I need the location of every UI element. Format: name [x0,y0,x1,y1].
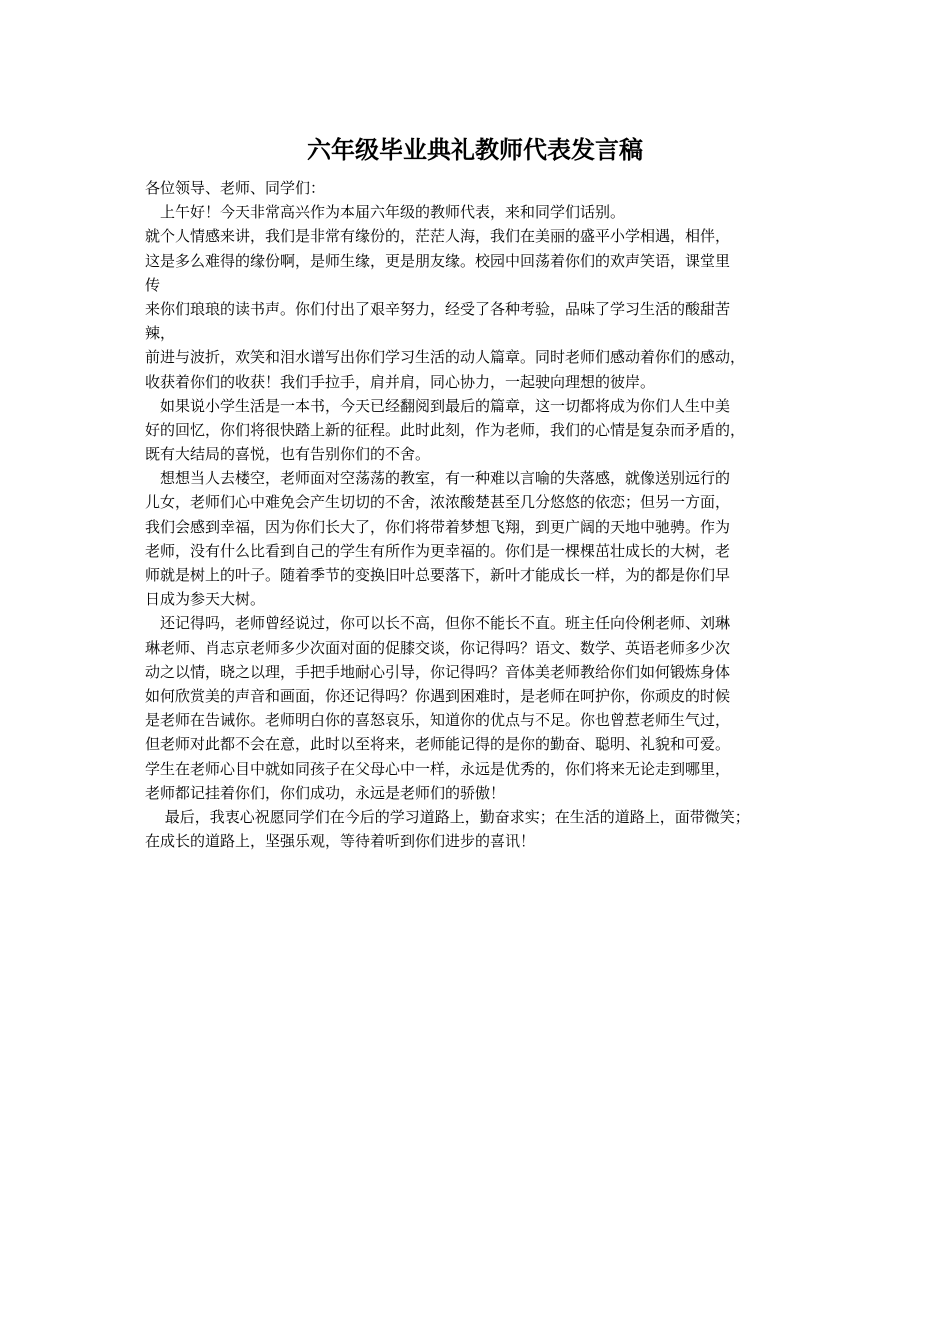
body-line: 是老师在告诫你。老师明白你的喜怒哀乐，知道你的优点与不足。你也曾惹老师生气过， [145,711,731,730]
document-title: 六年级毕业典礼教师代表发言稿 [307,136,643,164]
body-line: 最后，我衷心祝愿同学们在今后的学习道路上，勤奋求实；在生活的道路上，面带微笑； [145,807,750,826]
body-line: 各位领导、老师、同学们： [145,179,326,197]
body-line: 既有大结局的喜悦，也有告别你们的不舍。 [145,445,431,464]
body-line: 如何欣赏美的声音和画面，你还记得吗？你遇到困难时，是老师在呵护你，你顽皮的时候 [145,686,731,705]
body-line: 这是多么难得的缘份啊，是师生缘，更是朋友缘。校园中回荡着你们的欢声笑语，课堂里 [145,251,731,270]
body-line: 还记得吗，老师曾经说过，你可以长不高，但你不能长不直。班主任向伶俐老师、刘琳 [145,614,731,633]
body-line: 儿女，老师们心中难免会产生切切的不舍，浓浓酸楚甚至几分悠悠的依恋；但另一方面， [145,493,731,512]
body-line: 好的回忆，你们将很快踏上新的征程。此时此刻，作为老师，我们的心情是复杂而矛盾的， [145,420,746,439]
body-line: 老师，没有什么比看到自己的学生有所作为更幸福的。你们是一棵棵茁壮成长的大树，老 [145,541,731,560]
body-line: 琳老师、肖志京老师多少次面对面的促膝交谈，你记得吗？语文、数学、英语老师多少次 [145,638,731,657]
document-body [145,176,845,853]
body-line: 收获着你们的收获！我们手拉手，肩并肩，同心协力，一起驶向理想的彼岸。 [145,372,656,391]
body-line: 传 [145,275,161,294]
body-line: 来你们琅琅的读书声。你们付出了艰辛努力，经受了各种考验，品味了学习生活的酸甜苦 [145,299,731,318]
body-line: 老师都记挂着你们，你们成功，永远是老师们的骄傲！ [145,783,506,802]
body-line: 就个人情感来讲，我们是非常有缘份的，茫茫人海，我们在美丽的盛平小学相遇，相伴， [145,227,731,246]
body-line: 学生在老师心目中就如同孩子在父母心中一样，永远是优秀的，你们将来无论走到哪里， [145,759,731,778]
body-line: 日成为参天大树。 [145,590,266,609]
body-line: 师就是树上的叶子。随着季节的变换旧叶总要落下，新叶才能成长一样，为的都是你们早 [145,566,731,584]
body-line: 上午好！今天非常高兴作为本届六年级的教师代表，来和同学们话别。 [145,203,626,222]
body-line: 前进与波折，欢笑和泪水谱写出你们学习生活的动人篇章。同时老师们感动着你们的感动， [145,348,746,367]
body-line: 在成长的道路上，坚强乐观，等待着听到你们进步的喜讯！ [145,832,536,851]
body-line: 我们会感到幸福，因为你们长大了，你们将带着梦想飞翔，到更广阔的天地中驰骋。作为 [145,517,731,536]
body-line: 辣， [145,324,176,343]
body-line: 想想当人去楼空，老师面对空荡荡的教室，有一种难以言喻的失落感，就像送别远行的 [145,469,731,488]
body-line: 动之以情，晓之以理，手把手地耐心引导，你记得吗？音体美老师教给你们如何锻炼身体 [145,662,731,681]
body-line: 如果说小学生活是一本书，今天已经翻阅到最后的篇章，这一切都将成为你们人生中美 [145,396,731,415]
body-line: 但老师对此都不会在意，此时以至将来，老师能记得的是你的勤奋、聪明、礼貌和可爱。 [145,735,731,754]
